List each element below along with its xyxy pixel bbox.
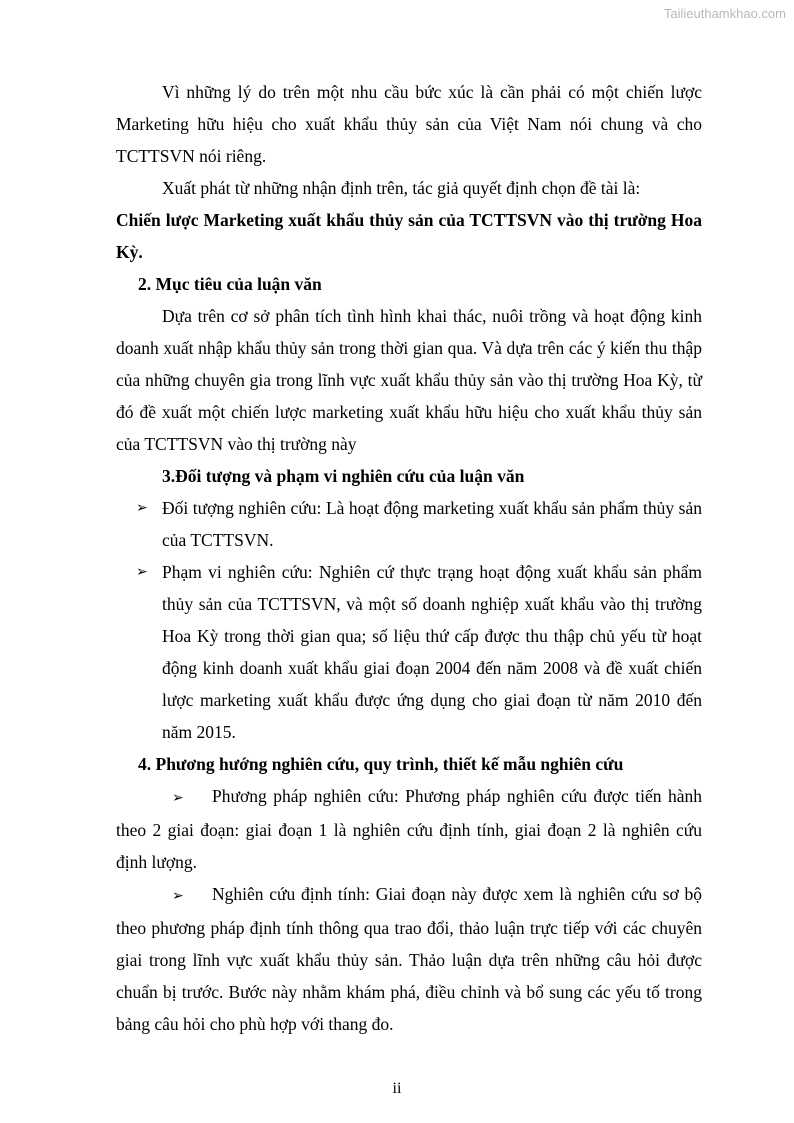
bullet-text-research-method: Phương pháp nghiên cứu: Phương pháp nghiên cứu được tiến hành theo 2 giai đoạn: giai đoạn 1 là nghiên cứu định tính, giai đoạn 2 là nghiên cứu định lượng. bbox=[116, 786, 702, 872]
section-2-body: Dựa trên cơ sở phân tích tình hình khai thác, nuôi trồng và hoạt động kinh doanh xuất nhập khẩu thủy sản trong thời gian qua. Và dựa trên các ý kiến thu thập của những chuyên gia trong lĩnh vực xuất khẩu thủy sản vào thị trường Hoa Kỳ, từ đó đề xuất một chiến lược marketing xuất khẩu hữu hiệu cho xuất khẩu thủy sản của TCTTSVN vào thị trường này bbox=[116, 306, 702, 454]
arrow-bullet-icon: ➢ bbox=[172, 790, 184, 806]
section-3-heading: 3.Đối tượng và phạm vi nghiên cứu của luận văn bbox=[162, 466, 525, 486]
list-item bbox=[116, 878, 702, 1040]
list-item bbox=[116, 780, 702, 878]
paragraph-intro: Vì những lý do trên một nhu cầu bức xúc là cần phải có một chiến lược Marketing hữu hiệu cho xuất khẩu thủy sản của Việt Nam nói chung và cho TCTTSVN nói riêng. bbox=[116, 82, 702, 166]
bullet-text-research-object: Đối tượng nghiên cứu: Là hoạt động marketing xuất khẩu sản phẩm thủy sản của TCTTSVN. bbox=[162, 498, 702, 550]
bullet-text-research-scope: Phạm vi nghiên cứu: Nghiên cứ thực trạng hoạt động xuất khẩu sản phẩm thủy sản của TCTTSVN, và một số doanh nghiệp xuất khẩu vào thị trường Hoa Kỳ trong thời gian qua; số liệu thứ cấp được thu thập chủ yếu từ hoạt động kinh doanh xuất khẩu giai đoạn 2004 đến năm 2008 và đề xuất chiến lược marketing xuất khẩu được ứng dụng cho giai đoạn từ năm 2010 đến năm 2015. bbox=[162, 562, 702, 742]
arrow-bullet-icon: ➢ bbox=[136, 500, 148, 516]
topic-title: Chiến lược Marketing xuất khẩu thủy sản của TCTTSVN vào thị trường Hoa Kỳ. bbox=[116, 210, 702, 262]
list-item bbox=[116, 556, 702, 748]
watermark-text: Tailieuthamkhao.com bbox=[663, 6, 786, 21]
arrow-bullet-icon: ➢ bbox=[136, 564, 148, 580]
paragraph-topic-lead: Xuất phát từ những nhận định trên, tác giả quyết định chọn đề tài là: bbox=[162, 178, 641, 198]
page-number: ii bbox=[392, 1080, 402, 1097]
arrow-bullet-icon: ➢ bbox=[172, 888, 184, 904]
section-4-heading: 4. Phương hướng nghiên cứu, quy trình, thiết kế mẫu nghiên cứu bbox=[138, 754, 624, 774]
section-2-heading: 2. Mục tiêu của luận văn bbox=[138, 274, 322, 294]
page-content bbox=[116, 76, 702, 1040]
list-item bbox=[116, 492, 702, 556]
bullet-text-qualitative-research: Nghiên cứu định tính: Giai đoạn này được xem là nghiên cứu sơ bộ theo phương pháp định tính thông qua trao đổi, thảo luận trực tiếp với các chuyên giai trong lĩnh vực xuất khẩu thủy sản. Thảo luận dựa trên những câu hỏi được chuẩn bị trước. Bước này nhằm khám phá, điều chỉnh và bổ sung các yếu tố trong bảng câu hỏi cho phù hợp với thang đo. bbox=[116, 884, 702, 1034]
